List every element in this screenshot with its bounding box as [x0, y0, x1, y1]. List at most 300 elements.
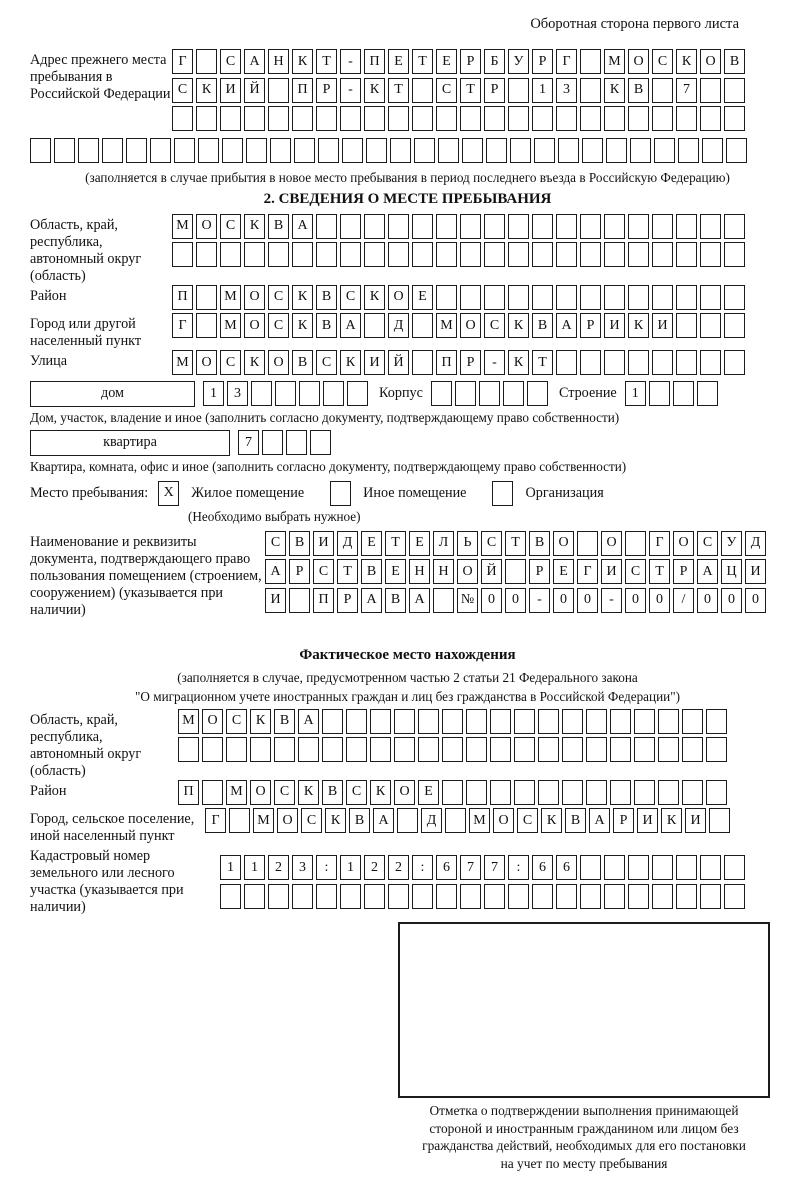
- char-cell: К: [325, 808, 346, 833]
- char-cell: 0: [505, 588, 526, 613]
- char-cell: П: [178, 780, 199, 805]
- char-cell: К: [298, 780, 319, 805]
- district-label: Район: [30, 287, 67, 304]
- char-cell: Е: [409, 531, 430, 556]
- cadastral-box-rows: [220, 845, 748, 912]
- section-2-heading: 2. СВЕДЕНИЯ О МЕСТЕ ПРЕБЫВАНИЯ: [263, 190, 552, 207]
- char-cell: [702, 138, 723, 163]
- char-cell: [724, 313, 745, 338]
- char-cell: К: [541, 808, 562, 833]
- char-cell: Т: [316, 49, 337, 74]
- cadastral-label: Кадастровый номер земельного или лесного участка (указывается при наличии): [30, 848, 184, 915]
- char-cell: М: [253, 808, 274, 833]
- char-cell: Ц: [721, 559, 742, 584]
- char-cell: [649, 381, 670, 406]
- char-cell: [630, 138, 651, 163]
- char-cell: Е: [436, 49, 457, 74]
- char-cell: Ь: [457, 531, 478, 556]
- region-field: [30, 214, 785, 285]
- char-cell: О: [673, 531, 694, 556]
- char-cell: М: [436, 313, 457, 338]
- char-cell: [676, 214, 697, 239]
- char-cell: С: [220, 350, 241, 375]
- factual-note-line1: (заполняется в случае, предусмотренном частью 2 статьи 21 Федерального закона: [177, 669, 638, 685]
- char-cell: В: [385, 588, 406, 613]
- char-cell: [514, 737, 535, 762]
- char-cell: [412, 106, 433, 131]
- char-cell: [676, 313, 697, 338]
- char-cell: [244, 242, 265, 267]
- char-cell: М: [220, 313, 241, 338]
- char-cell: [436, 106, 457, 131]
- char-cell: В: [316, 285, 337, 310]
- char-cell: [484, 214, 505, 239]
- char-cell: Е: [418, 780, 439, 805]
- char-cell: [414, 138, 435, 163]
- char-cell: [604, 855, 625, 880]
- prev-address-box-rows: [172, 49, 748, 135]
- char-cell: О: [202, 709, 223, 734]
- char-cell: 7: [238, 430, 259, 455]
- page-side-note: Оборотная сторона первого листа: [530, 16, 739, 32]
- char-cell: [532, 106, 553, 131]
- stroenie-row: [625, 381, 721, 406]
- char-cell: [490, 709, 511, 734]
- char-cell: 7: [676, 78, 697, 103]
- char-cell: В: [268, 214, 289, 239]
- char-cell: [466, 780, 487, 805]
- char-cell: К: [676, 49, 697, 74]
- char-cell: В: [289, 531, 310, 556]
- char-cell: [445, 808, 466, 833]
- char-cell: -: [484, 350, 505, 375]
- char-cell: [658, 780, 679, 805]
- char-cell: [634, 780, 655, 805]
- char-cell: [682, 780, 703, 805]
- char-cell: [30, 138, 51, 163]
- char-cell: [580, 78, 601, 103]
- char-cell: О: [460, 313, 481, 338]
- char-row: [265, 531, 769, 556]
- char-cell: К: [364, 78, 385, 103]
- char-cell: [652, 78, 673, 103]
- char-cell: С: [220, 214, 241, 239]
- char-cell: В: [349, 808, 370, 833]
- char-cell: [556, 106, 577, 131]
- char-cell: [580, 350, 601, 375]
- char-cell: [462, 138, 483, 163]
- char-cell: [388, 242, 409, 267]
- char-cell: [318, 138, 339, 163]
- char-cell: [726, 138, 747, 163]
- city-label: Город или другой населенный пункт: [30, 316, 142, 349]
- char-cell: [316, 884, 337, 909]
- char-cell: В: [292, 350, 313, 375]
- char-cell: О: [244, 313, 265, 338]
- char-cell: [438, 138, 459, 163]
- char-cell: И: [265, 588, 286, 613]
- char-cell: [604, 884, 625, 909]
- char-cell: К: [292, 49, 313, 74]
- char-cell: А: [361, 588, 382, 613]
- char-cell: Д: [337, 531, 358, 556]
- char-cell: А: [298, 709, 319, 734]
- char-cell: Р: [484, 78, 505, 103]
- char-cell: [292, 106, 313, 131]
- region-box-rows: [172, 214, 748, 271]
- char-cell: [274, 737, 295, 762]
- char-row: [205, 808, 733, 833]
- char-cell: К: [292, 313, 313, 338]
- char-cell: В: [628, 78, 649, 103]
- char-cell: Г: [205, 808, 226, 833]
- char-cell: 2: [388, 855, 409, 880]
- char-cell: [340, 884, 361, 909]
- char-cell: [534, 138, 555, 163]
- char-cell: О: [394, 780, 415, 805]
- factual-heading: Фактическое место нахождения: [299, 646, 516, 663]
- char-cell: [658, 737, 679, 762]
- char-cell: 0: [745, 588, 766, 613]
- char-cell: С: [226, 709, 247, 734]
- char-cell: [172, 106, 193, 131]
- char-cell: [54, 138, 75, 163]
- char-cell: [700, 350, 721, 375]
- char-cell: [244, 884, 265, 909]
- char-cell: Г: [649, 531, 670, 556]
- char-cell: [508, 214, 529, 239]
- char-cell: [412, 78, 433, 103]
- char-cell: [700, 884, 721, 909]
- char-cell: [514, 709, 535, 734]
- apartment-row: [30, 430, 785, 456]
- char-cell: А: [697, 559, 718, 584]
- char-cell: [610, 709, 631, 734]
- char-row: [172, 285, 748, 310]
- char-cell: [229, 808, 250, 833]
- char-cell: [484, 884, 505, 909]
- char-cell: С: [316, 350, 337, 375]
- char-cell: [198, 138, 219, 163]
- char-cell: [347, 381, 368, 406]
- char-cell: [484, 285, 505, 310]
- factual-city-field: [30, 808, 785, 845]
- char-cell: Д: [745, 531, 766, 556]
- char-cell: [682, 709, 703, 734]
- char-cell: [586, 737, 607, 762]
- char-cell: [628, 855, 649, 880]
- document-field: [30, 531, 785, 637]
- char-cell: Г: [577, 559, 598, 584]
- char-cell: 6: [556, 855, 577, 880]
- char-cell: 2: [364, 855, 385, 880]
- char-cell: С: [268, 285, 289, 310]
- char-cell: А: [589, 808, 610, 833]
- char-cell: Й: [481, 559, 502, 584]
- char-cell: А: [244, 49, 265, 74]
- char-cell: [412, 214, 433, 239]
- char-cell: Р: [613, 808, 634, 833]
- char-cell: Г: [172, 49, 193, 74]
- house-number-row: [203, 381, 371, 406]
- char-cell: [178, 737, 199, 762]
- char-cell: Т: [385, 531, 406, 556]
- char-cell: [562, 737, 583, 762]
- char-cell: [250, 737, 271, 762]
- char-cell: [299, 381, 320, 406]
- char-cell: [346, 709, 367, 734]
- char-cell: П: [313, 588, 334, 613]
- char-cell: [394, 709, 415, 734]
- char-cell: [126, 138, 147, 163]
- char-cell: С: [481, 531, 502, 556]
- char-cell: Р: [673, 559, 694, 584]
- document-box-rows: [265, 531, 769, 617]
- char-cell: П: [364, 49, 385, 74]
- char-cell: [658, 709, 679, 734]
- char-cell: [316, 214, 337, 239]
- char-cell: [412, 350, 433, 375]
- char-cell: [724, 285, 745, 310]
- prev-address-field: [30, 49, 785, 135]
- char-cell: [673, 381, 694, 406]
- char-cell: [412, 242, 433, 267]
- char-cell: [340, 106, 361, 131]
- char-cell: Т: [649, 559, 670, 584]
- char-cell: [634, 737, 655, 762]
- char-cell: [604, 285, 625, 310]
- char-cell: Н: [433, 559, 454, 584]
- street-label: Улица: [30, 353, 68, 369]
- char-cell: М: [172, 214, 193, 239]
- char-cell: [388, 106, 409, 131]
- house-name-box: дом: [30, 381, 195, 407]
- apartment-name-box: квартира: [30, 430, 230, 456]
- char-row: [220, 884, 748, 909]
- char-row: [178, 737, 730, 762]
- char-cell: 0: [577, 588, 598, 613]
- char-cell: [580, 49, 601, 74]
- char-cell: 0: [481, 588, 502, 613]
- char-cell: [508, 884, 529, 909]
- char-cell: [676, 855, 697, 880]
- char-cell: [556, 884, 577, 909]
- char-cell: 0: [625, 588, 646, 613]
- char-cell: Р: [337, 588, 358, 613]
- char-cell: [562, 780, 583, 805]
- prev-address-overflow-row: [30, 138, 785, 163]
- char-cell: [580, 855, 601, 880]
- char-cell: 1: [532, 78, 553, 103]
- char-cell: [532, 242, 553, 267]
- char-cell: В: [565, 808, 586, 833]
- char-cell: И: [637, 808, 658, 833]
- char-cell: Р: [289, 559, 310, 584]
- char-cell: [322, 709, 343, 734]
- char-cell: [706, 709, 727, 734]
- char-cell: М: [604, 49, 625, 74]
- char-cell: Д: [388, 313, 409, 338]
- char-cell: О: [457, 559, 478, 584]
- confirmation-stamp-box: [398, 922, 770, 1098]
- char-cell: В: [724, 49, 745, 74]
- char-cell: [724, 106, 745, 131]
- char-cell: К: [508, 350, 529, 375]
- char-cell: Р: [460, 350, 481, 375]
- char-cell: [532, 214, 553, 239]
- char-cell: [700, 313, 721, 338]
- char-cell: [310, 430, 331, 455]
- char-cell: [676, 350, 697, 375]
- char-cell: [490, 780, 511, 805]
- char-cell: [220, 242, 241, 267]
- char-cell: [604, 106, 625, 131]
- char-cell: Т: [460, 78, 481, 103]
- apartment-number-row: [238, 430, 334, 455]
- char-cell: [150, 138, 171, 163]
- char-cell: К: [244, 350, 265, 375]
- char-cell: [706, 737, 727, 762]
- char-cell: :: [412, 855, 433, 880]
- char-cell: А: [265, 559, 286, 584]
- char-cell: [654, 138, 675, 163]
- char-cell: В: [274, 709, 295, 734]
- char-cell: [196, 49, 217, 74]
- char-cell: [486, 138, 507, 163]
- char-cell: [625, 531, 646, 556]
- char-cell: М: [469, 808, 490, 833]
- char-cell: А: [340, 313, 361, 338]
- stamp-caption-line: стороной и иностранным гражданином или лицом без: [429, 1120, 739, 1136]
- char-cell: Т: [388, 78, 409, 103]
- char-cell: Т: [337, 559, 358, 584]
- char-cell: Д: [421, 808, 442, 833]
- house-note: Дом, участок, владение и иное (заполнить согласно документу, подтверждающему право собственности): [30, 409, 620, 425]
- char-cell: С: [265, 531, 286, 556]
- char-cell: [538, 780, 559, 805]
- char-cell: В: [316, 313, 337, 338]
- char-cell: [484, 242, 505, 267]
- char-cell: [652, 855, 673, 880]
- char-cell: В: [322, 780, 343, 805]
- char-cell: [652, 350, 673, 375]
- char-cell: -: [340, 78, 361, 103]
- char-cell: [366, 138, 387, 163]
- char-cell: [418, 709, 439, 734]
- char-cell: [102, 138, 123, 163]
- char-cell: [370, 709, 391, 734]
- char-cell: [709, 808, 730, 833]
- option-label-organization: Организация: [525, 484, 604, 501]
- char-cell: Е: [553, 559, 574, 584]
- char-cell: Т: [505, 531, 526, 556]
- char-cell: 1: [625, 381, 646, 406]
- char-cell: [628, 214, 649, 239]
- char-cell: [298, 737, 319, 762]
- char-cell: [364, 106, 385, 131]
- char-cell: 6: [436, 855, 457, 880]
- char-row: [265, 559, 769, 584]
- stamp-caption-line: гражданства действий, необходимых для его постановки: [422, 1138, 746, 1153]
- char-cell: [466, 737, 487, 762]
- checkbox-residential: X: [158, 481, 179, 506]
- char-cell: [580, 884, 601, 909]
- city-field: [30, 313, 785, 350]
- char-cell: [412, 313, 433, 338]
- char-cell: [606, 138, 627, 163]
- char-cell: Й: [244, 78, 265, 103]
- char-cell: [202, 780, 223, 805]
- prev-address-label: Адрес прежнего места пребывания в Российской Федерации: [30, 52, 171, 102]
- house-row: [30, 381, 785, 407]
- char-cell: [724, 78, 745, 103]
- char-cell: [455, 381, 476, 406]
- char-cell: [604, 214, 625, 239]
- char-cell: [724, 855, 745, 880]
- char-cell: [342, 138, 363, 163]
- char-cell: [577, 531, 598, 556]
- char-cell: [652, 285, 673, 310]
- char-cell: К: [508, 313, 529, 338]
- char-cell: Б: [484, 49, 505, 74]
- char-cell: [431, 381, 452, 406]
- char-cell: И: [313, 531, 334, 556]
- char-cell: [580, 106, 601, 131]
- char-cell: [700, 285, 721, 310]
- char-cell: [508, 242, 529, 267]
- char-cell: К: [196, 78, 217, 103]
- char-cell: [538, 737, 559, 762]
- char-cell: К: [661, 808, 682, 833]
- char-cell: [289, 588, 310, 613]
- factual-city-label: Город, сельское поселение, иной населенный пункт: [30, 811, 195, 844]
- char-cell: [172, 242, 193, 267]
- char-cell: [436, 285, 457, 310]
- char-cell: [652, 242, 673, 267]
- char-cell: [628, 350, 649, 375]
- char-cell: [580, 285, 601, 310]
- char-cell: М: [220, 285, 241, 310]
- char-cell: [678, 138, 699, 163]
- region-label: Область, край, республика, автономный округ (область): [30, 216, 142, 284]
- char-cell: 0: [553, 588, 574, 613]
- char-cell: [503, 381, 524, 406]
- char-cell: С: [697, 531, 718, 556]
- char-cell: [364, 214, 385, 239]
- char-cell: И: [220, 78, 241, 103]
- char-cell: [697, 381, 718, 406]
- char-cell: [268, 106, 289, 131]
- char-cell: [294, 138, 315, 163]
- char-cell: С: [346, 780, 367, 805]
- char-cell: [676, 884, 697, 909]
- char-cell: [436, 214, 457, 239]
- char-cell: [634, 709, 655, 734]
- char-cell: О: [244, 285, 265, 310]
- char-cell: [397, 808, 418, 833]
- char-cell: [682, 737, 703, 762]
- char-cell: О: [196, 214, 217, 239]
- char-cell: [270, 138, 291, 163]
- cadastral-field: [30, 845, 785, 916]
- stamp-area: [30, 922, 785, 1172]
- char-cell: С: [313, 559, 334, 584]
- char-cell: [388, 884, 409, 909]
- char-cell: [508, 78, 529, 103]
- char-cell: [316, 106, 337, 131]
- char-cell: [700, 855, 721, 880]
- char-cell: У: [721, 531, 742, 556]
